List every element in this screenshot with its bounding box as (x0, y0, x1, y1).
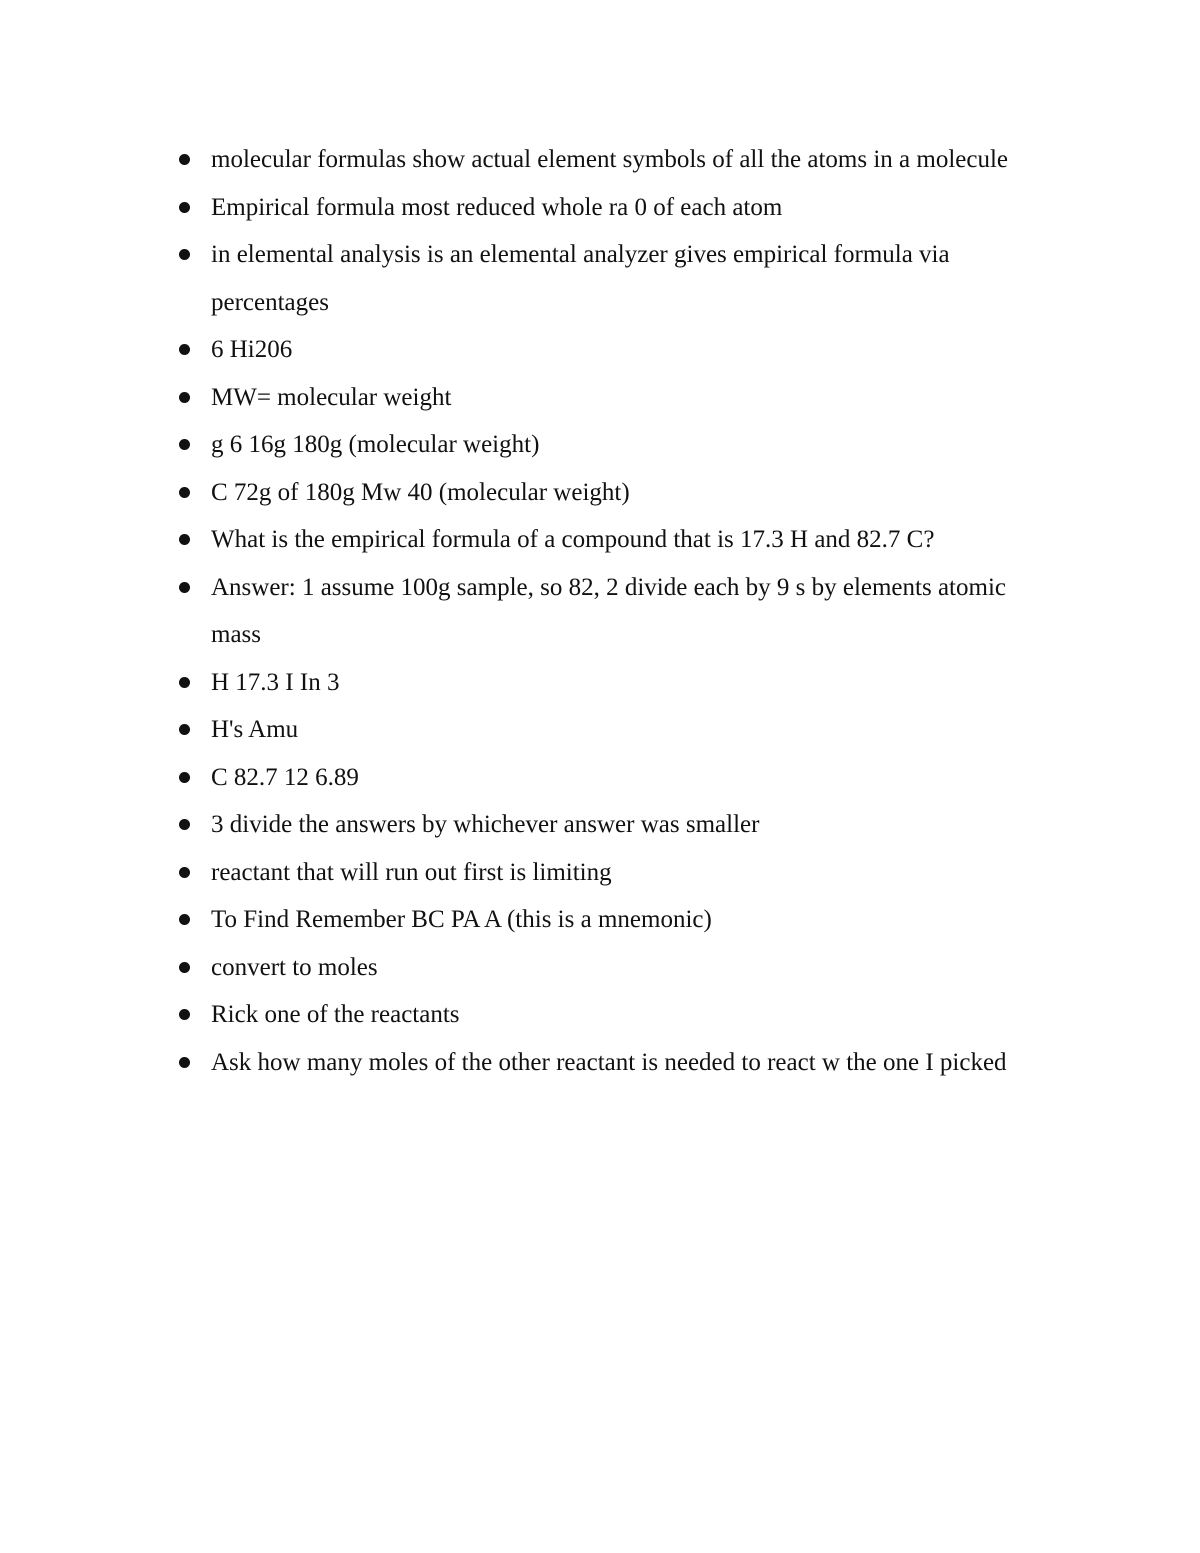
list-item-text: reactant that will run out first is limiting (211, 858, 612, 886)
bullet-icon (179, 249, 190, 260)
bullet-icon (179, 677, 190, 688)
list-item-text: What is the empirical formula of a compound that is 17.3 H and 82.7 C? (211, 526, 935, 553)
bullet-icon (179, 202, 190, 213)
list-item (0, 991, 1200, 1039)
bullet-icon (179, 914, 190, 925)
bullet-icon (179, 1057, 190, 1068)
bullet-icon (179, 154, 190, 165)
bullet-icon (179, 534, 190, 545)
list-item (0, 564, 1200, 659)
list-item (0, 231, 1200, 326)
list-item-text: in elemental analysis is an elemental analyzer gives empirical formula via percentages (211, 241, 950, 316)
list-item (0, 1039, 1200, 1087)
bullet-icon (179, 867, 190, 878)
bullet-icon (179, 962, 190, 973)
list-item-text: C 82.7 12 6.89 (211, 763, 359, 791)
list-item-text: H 17.3 I In 3 (211, 668, 340, 696)
list-item-text: Empirical formula most reduced whole ra 0 of each atom (211, 193, 783, 221)
bullet-icon (179, 392, 190, 403)
list-item (0, 801, 1200, 849)
list-item (0, 516, 1200, 564)
list-item-text: Rick one of the reactants (211, 1001, 460, 1028)
list-item (0, 136, 1200, 184)
bullet-icon (179, 819, 190, 830)
bullet-icon (179, 582, 190, 593)
list-item (0, 184, 1200, 232)
list-item-text: C 72g of 180g Mw 40 (molecular weight) (211, 478, 630, 506)
bullet-icon (179, 772, 190, 783)
list-item-text: g 6 16g 180g (molecular weight) (211, 431, 540, 458)
list-item (0, 896, 1200, 944)
bullet-icon (179, 487, 190, 498)
list-item (0, 469, 1200, 517)
list-item (0, 754, 1200, 802)
list-item (0, 849, 1200, 897)
list-item (0, 374, 1200, 422)
list-item (0, 326, 1200, 374)
bullet-icon (179, 344, 190, 355)
list-item-text: convert to moles (211, 953, 378, 981)
list-item-text: molecular formulas show actual element symbols of all the atoms in a molecule (211, 146, 1008, 173)
list-item (0, 421, 1200, 469)
list-item-text: To Find Remember BC PA A (this is a mnemonic) (211, 906, 712, 933)
notes-bullet-list (0, 136, 1200, 1086)
list-item (0, 944, 1200, 992)
list-item-text: 3 divide the answers by whichever answer was smaller (211, 811, 760, 838)
bullet-icon (179, 439, 190, 450)
list-item (0, 659, 1200, 707)
bullet-icon (179, 724, 190, 735)
list-item-text: MW= molecular weight (211, 383, 452, 411)
list-item-text: Ask how many moles of the other reactant is needed to react w the one I picked (211, 1048, 1007, 1076)
list-item-text: 6 Hi206 (211, 336, 293, 363)
list-item (0, 706, 1200, 754)
list-item-text: Answer: 1 assume 100g sample, so 82, 2 divide each by 9 s by elements atomic mass (211, 573, 1006, 648)
bullet-icon (179, 1009, 190, 1020)
list-item-text: H's Amu (211, 716, 299, 743)
